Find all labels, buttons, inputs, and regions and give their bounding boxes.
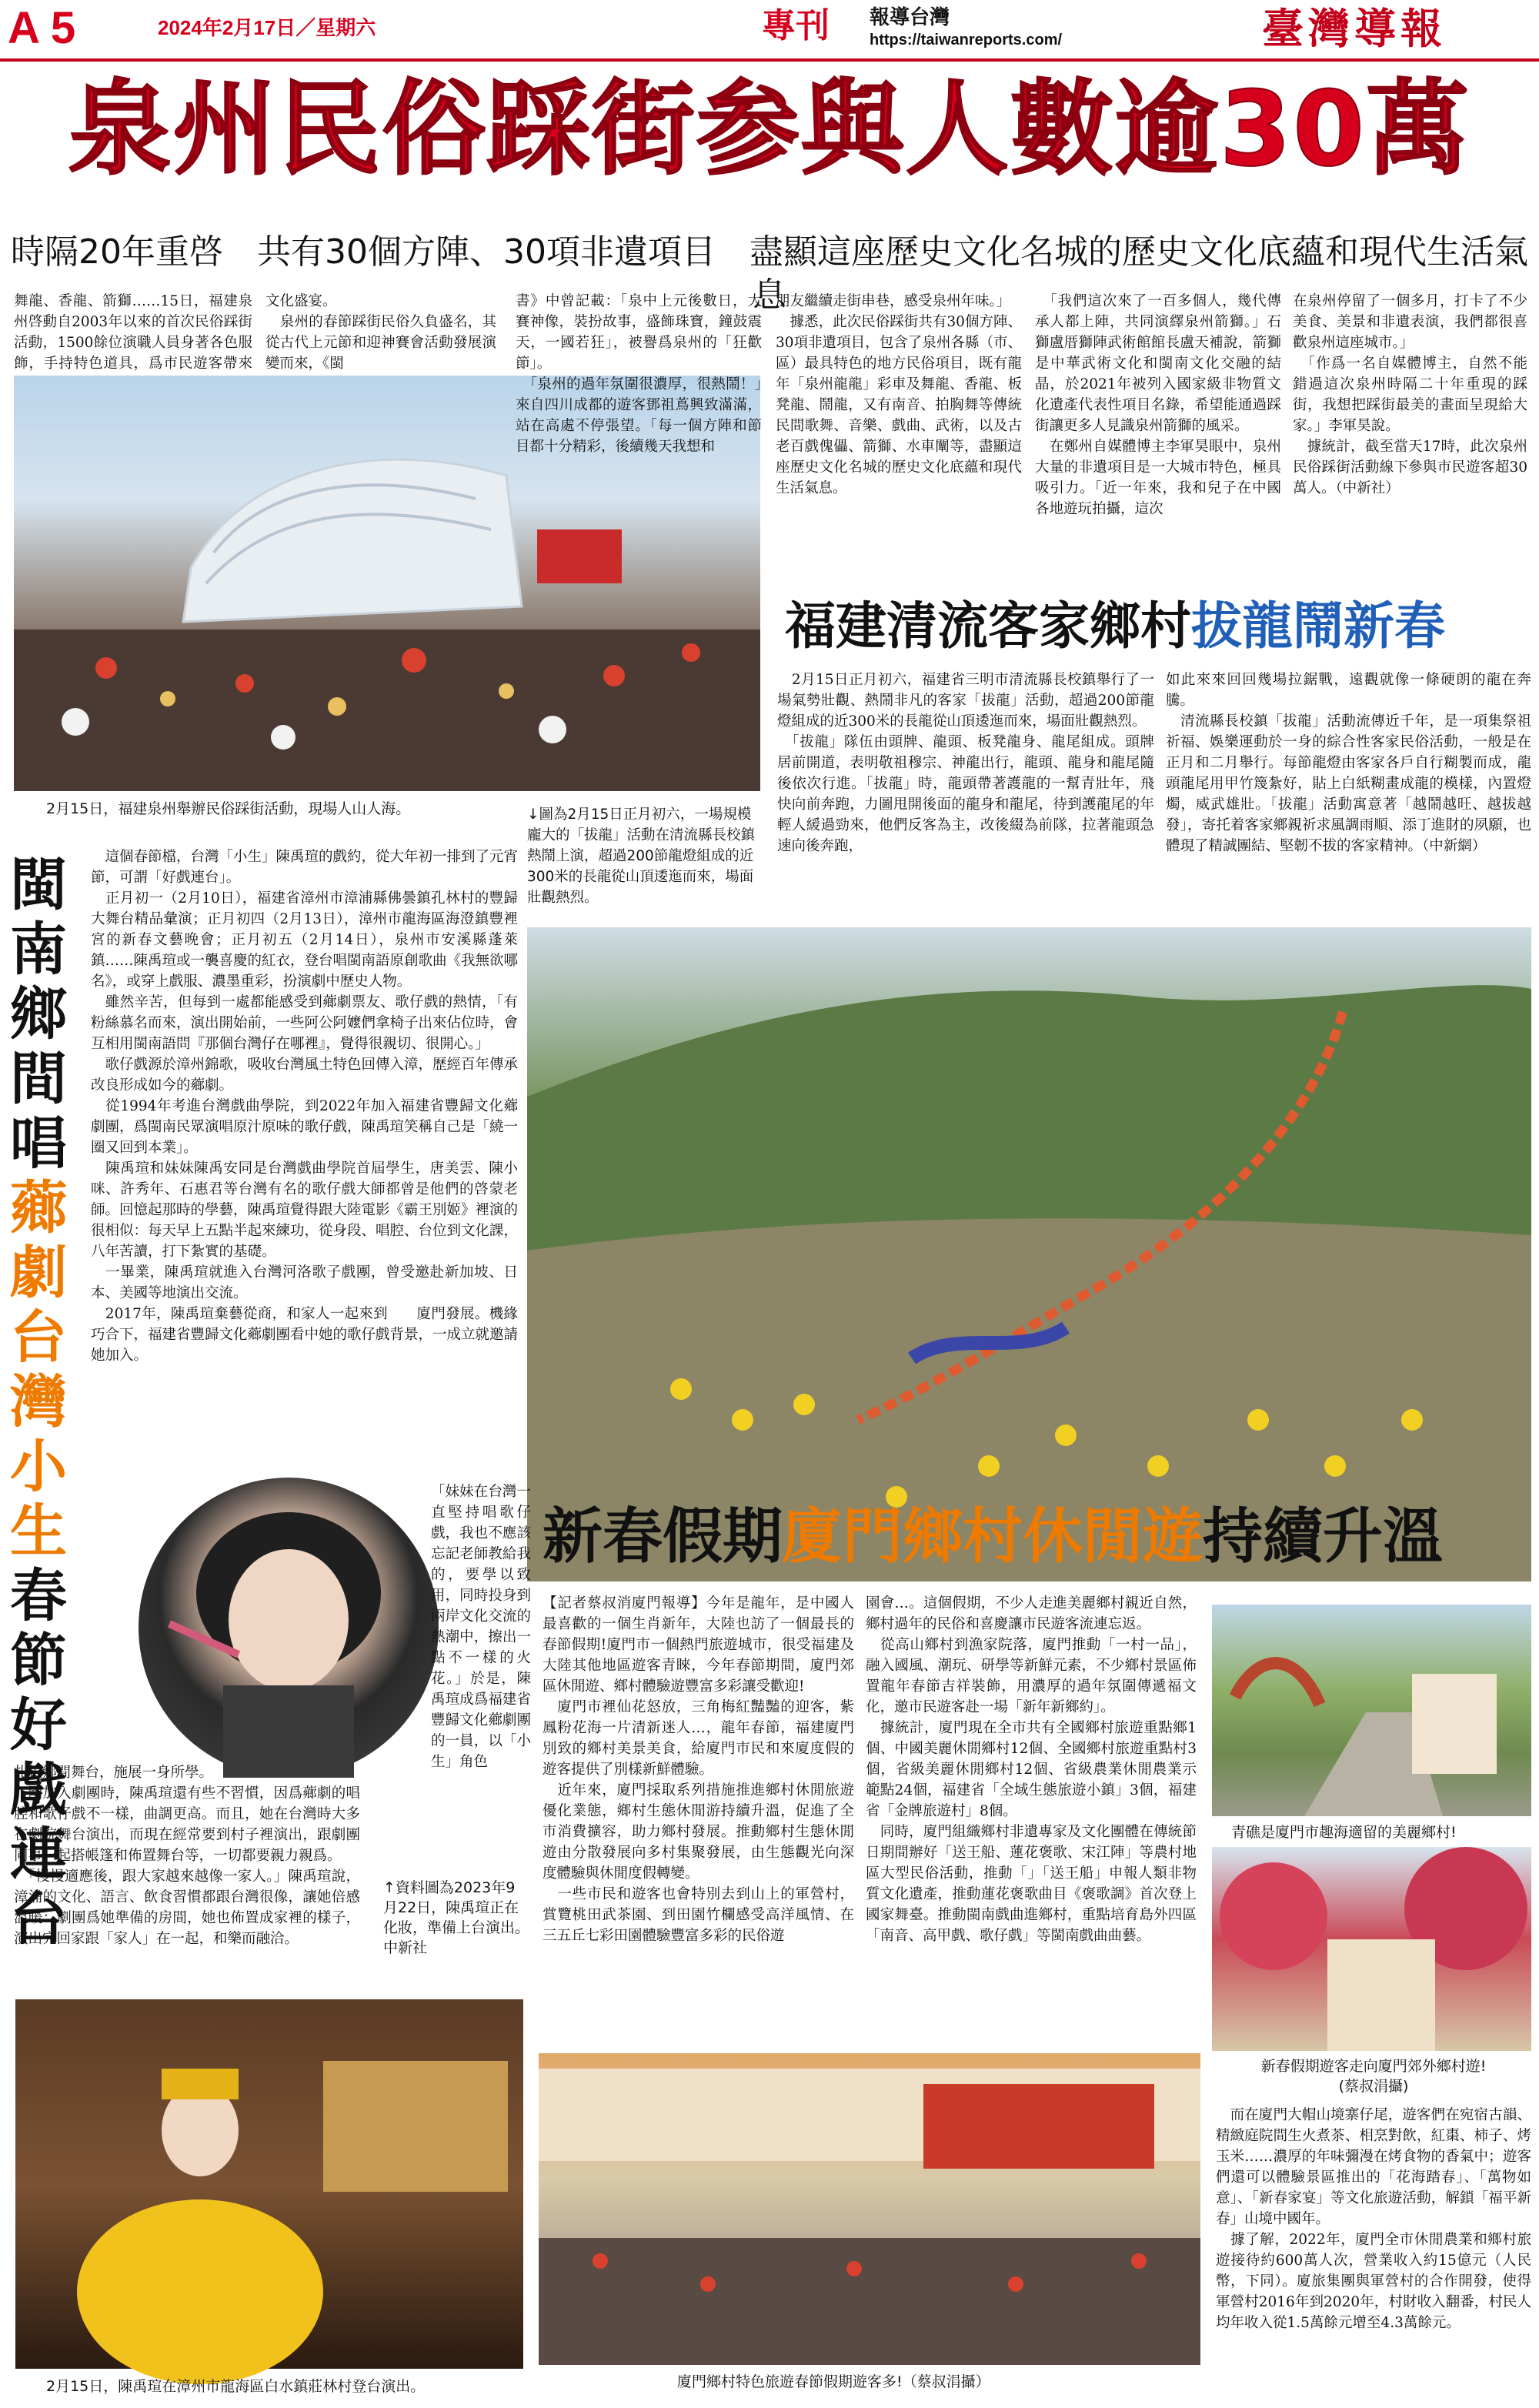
dragon-festival-photo xyxy=(527,927,1531,1581)
village-path-photo xyxy=(1212,1605,1531,1816)
section-name: 專刊 xyxy=(762,5,870,48)
dragon-headline-black: 福建清流客家鄉村 xyxy=(785,596,1191,656)
opera-title-char: 小 xyxy=(10,1434,67,1500)
opera-title-char: 間 xyxy=(10,1046,67,1112)
opera-title-char: 春 xyxy=(10,1563,67,1629)
crowd-village-caption: 廈門鄉村特色旅遊春節假期遊客多!（蔡叔涓攝） xyxy=(677,2373,990,2390)
dragon-headline xyxy=(785,594,1445,659)
flower-village-photo xyxy=(1212,1847,1531,2051)
lead-text-col3: 書》中曾記載：「泉中上元後數日，大賽神像，裝扮故事，盛飾珠寶，鐘鼓震天，一國若狂」，被譽爲泉州的「狂歡節」。 「泉州的過年氛圍很濃厚，很熱鬧！」來自四川成都的遊客鄧祖蔦興致滿滿，站在高處不停張望。「每一個方陣和節目都十分精彩，後續幾天我想和 xyxy=(516,293,762,455)
opera-title-char: 薌 xyxy=(10,1175,67,1241)
xiamen-text-col1: 【記者蔡叔消廈門報導】今年是龍年，是中國人最喜歡的一個生肖新年，大陸也訪了一個最長的春節假期!廈門市一個熱門旅遊城市，很受福建及大陸其他地區遊客青睞，今年春節期間，廈門郊區休閒遊、鄉村體驗遊豐富多彩讓受歡迎! 廈門市裡仙花怒放，三角梅紅豔豔的迎客，紫鳳粉花海一片清新迷人…，龍年春節，福建廈門別致的鄉村美景美食，給廈門市民和來廈度假的遊客提供了別樣新鮮體驗。 近年來，廈門採取系列措施推進鄉村休閒旅遊優化業態，鄉村生態休閒游持續升溫，促進了全市消費擴容，助力鄉村發展。推動鄉村生態休閒遊由分散發展向多村集聚發展，由生態觀光向深度體驗與休閒度假轉變。 一些市民和遊客也會特別去到山上的軍營村，賞覽桃田武茶園、到田園竹欄感受高洋風情、在三五丘七彩田園體驗豐富多彩的民俗遊 xyxy=(542,1595,854,1944)
dragon-text-col1: 2月15日正月初六，福建省三明市清流縣長校鎮舉行了一場氣勢壯觀、熱鬧非凡的客家「拔龍」活動，超過200節龍燈組成的近300米的長龍從山頂逶迤而來，場面壯觀熱烈。 「拔龍」隊伍由頭牌、龍頭、板凳龍身、龍尾組成。頭牌居前開道，表明敬祖穆宗、神龍出行，龍頭、龍身和龍尾隨後依次行進。「拔龍」時，龍頭帶著護龍的一幫青壯年，飛快向前奔跑，力圖甩開後面的龍身和龍尾，待到護龍尾的年輕人緩過勁來，他們反客為主，改後綴為前隊，拉著龍頭急速向後奔跑， xyxy=(777,672,1154,854)
actress-portrait-photo xyxy=(139,1478,439,1778)
opera-title-char: 節 xyxy=(10,1628,67,1694)
opera-title-char: 台 xyxy=(10,1886,67,1952)
opera-text-side: 「妹妹在台灣一直堅持唱歌仔戲，我也不應該忘記老師教給我的，要學以致用，同時投身到兩岸文化交流的熱潮中，擦出一點不一樣的火花。」於是，陳禹瑄成爲福建省豐歸文化薌劇團的一員，以「小生」角色 xyxy=(431,1484,531,1770)
lead-text-col1: 舞龍、香龍、箭獅……15日，福建泉州啓動自2003年以來的首次民俗踩街活動，1500餘位演職人員身著各色服飾，手持特色道具，爲市民遊客帶來 xyxy=(14,293,252,372)
opera-title-char: 南 xyxy=(10,917,67,983)
xiamen-text-col3: 而在廈門大帽山境寨仔尾，遊客們在宛宿古韻、精緻庭院間生火煮茶、相烹對飲，紅棗、柿子、烤玉米……濃厚的年味彌漫在烤食物的香氣中；遊客們還可以體驗景區推出的「花海踏春」、「萬物如意」、「新春家宴」等文化旅遊活動，解鎖「福平新春」山境中國年。 據了解，2022年，廈門全市休閒農業和鄉村旅遊接待約600萬人次，營業收入約15億元（人民幣，下同）。廈旅集團與軍營村的合作開發，使得軍營村2016年到2020年，村財收入翻番，村民人均年收入從1.5萬餘元增至4.3萬餘元。 xyxy=(1216,2107,1531,2331)
page-number: A 5 xyxy=(8,3,76,53)
header-rule xyxy=(0,58,1539,62)
opera-title-char: 連 xyxy=(10,1822,67,1888)
xiamen-headline-part1: 新春假期 xyxy=(542,1502,783,1571)
stage-caption: 2月15日，陳禹瑄在漳州市龍海區白水鎮莊林村登台演出。 xyxy=(46,2378,426,2395)
dragon-text-col2: 如此來來回回幾場拉鋸戰，遠觀就像一條硬朗的龍在奔騰。 清流縣長校鎮「拔龍」活動流傳近千年，是一項集祭祖祈福、娛樂運動於一身的綜合性客家民俗活動，一般是在正月和二月舉行。每節龍燈由客家各戶自行糊製而成，龍頭龍尾用甲竹篾紮好，貼上白紙糊畫成龍的模樣，內置燈燭，威武雄壯。「拔龍」活動寓意著「越鬧越旺、越拔越發」，寄托着客家鄉親祈求風調雨順、添丁進財的夙願，也體現了精誠團結、堅韌不拔的客家精神。（中新網） xyxy=(1166,672,1531,854)
opera-title-char: 劇 xyxy=(10,1240,67,1306)
lead-text-col5: 「我們這次來了一百多個人，幾代傳承人都上陣，共同演繹泉州箭獅。」石獅盧厝獅陣武術館館長盧天補說，箭獅是中華武術文化和閩南文化交融的結晶，於2021年被列入國家級非物質文化遺產代表性項目名錄，希望能通過踩街讓更多人見識泉州箭獅的風采。 在鄭州自媒體博主李軍昊眼中，泉州大量的非遺項目是一大城市特色，極具吸引力。「近一年來，我和兒子在中國各地遊玩拍攝，這次 xyxy=(1035,293,1281,517)
lead-subhead: 時隔20年重啓 共有30個方陣、30項非遺項目 盡顯這座歷史文化名城的歷史文化底蘊和現代生活氣息 xyxy=(11,232,1528,315)
lead-text-col6: 在泉州停留了一個多月，打卡了不少美食、美景和非遺表演，我們都很喜歡泉州這座城市。」 「作爲一名自媒體博主，自然不能錯過這次泉州時隔二十年重現的踩街，我想把踩街最美的畫面呈現給大家。」李軍昊說。 據統計，截至當天17時，此次泉州民俗踩街活動線下參與市民遊客超30萬人。（中新社） xyxy=(1293,293,1527,496)
opera-title-char: 灣 xyxy=(10,1369,67,1435)
lead-text-col2: 文化盛宴。 泉州的春節踩街民俗久負盛名，其從古代上元節和迎神賽會活動發展演變而來，《閩 xyxy=(265,293,496,372)
lead-text-col4: 朋友繼續走街串巷，感受泉州年味。」 據悉，此次民俗踩街共有30個方陣、30項非遺項目，包含了泉州各縣（市、區）最具特色的地方民俗項目，既有龍年「泉州龍龍」彩車及舞龍、香龍、板凳龍、鬧龍，又有南音、拍胸舞等傳統民間歌舞、音樂、戲曲、武術，以及古老百戲傀儡、箭獅、水車闡等，盡顯這座歷史文化名城的歷史文化底蘊和現代生活氣息。 xyxy=(776,293,1022,496)
xiamen-headline xyxy=(542,1502,1444,1571)
opera-title-char: 唱 xyxy=(10,1110,67,1177)
opera-title-char: 好 xyxy=(10,1692,67,1758)
masthead-logo: 臺灣導報 xyxy=(1262,4,1447,53)
xiamen-headline-orange: 廈門鄉村休閒遊 xyxy=(783,1502,1203,1571)
publication-url[interactable]: https://taiwanreports.com/ xyxy=(870,32,1063,48)
dragon-headline-blue: 拔龍鬧新春 xyxy=(1191,596,1445,656)
opera-title-char: 台 xyxy=(10,1304,67,1371)
lead-photo-caption: 2月15日，福建泉州舉辦民俗踩街活動，現場人山人海。 xyxy=(46,800,411,817)
opera-text-top: 這個春節檔，台灣「小生」陳禹瑄的戲約，從大年初一排到了元宵節，可謂「好戲連台」。 正月初一（2月10日），福建省漳州市漳浦縣佛曇鎮孔林村的豐歸大舞台精品彙演；正月初四（2月13日），漳州市龍海區海澄鎮豐裡宮的新春文藝晚會；正月初五（2月14日），泉州市安溪縣蓬萊鎮……陳禹瑄或一襲喜慶的紅衣，登台唱閩南語原創歌曲《我無欲哪名》，或穿上戲服、濃墨重彩，扮演劇中歷史人物。 雖然辛苦，但每到一處都能感受到薌劇票友、歌仔戲的熱情，「有粉絲慕名而來，演出開始前，一些阿公阿嬤們拿椅子出來佔位時，會互相用閩南語問『那個台灣仔在哪裡』，覺得很親切、很開心。」 歌仔戲源於漳州錦歌，吸收台灣風土特色回傳入漳，歷經百年傳承改良形成如今的薌劇。 從1994年考進台灣戲曲學院，到2022年加入福建省豐歸文化薌劇團，爲閩南民眾演唱原汁原味的歌仔戲，陳禹瑄笑稱自己是「繞一圈又回到本業」。 陳禹瑄和妹妹陳禹安同是台灣戲曲學院首屆學生，唐美雲、陳小咪、許秀年、石惠君等台灣有名的歌仔戲大師都曾是他們的啓蒙老師。回憶起那時的學藝，陳禹瑄覺得跟大陸電影《霸王別姬》裡演的很相似：每天早上五點半起來練功，從身段、唱腔、台位到文化課，八年苦讀，打下紮實的基礎。 一畢業，陳禹瑄就進入台灣河洛歌子戲團，曾受邀赴新加坡、日本、美國等地演出交流。 2017年，陳禹瑄棄藝從商，和家人一起來到 廈門發展。機緣巧合下，福建省豐歸文化薌劇團看中她的歌仔戲背景，一成立就邀請她加入。 xyxy=(91,849,519,1364)
dragon-photo-caption: ↓圖為2月15日正月初六，一場規模龐大的「拔龍」活動在清流縣長校鎮熱鬧上演，超過200節龍燈組成的近300米的長龍從山頂逶迤而來，場面壯觀熱烈。 xyxy=(527,807,756,906)
stage-performance-photo xyxy=(15,1999,523,2369)
flower-village-caption: 新春假期遊客走向廈門郊外鄉村遊! (蔡叔涓攝) xyxy=(1260,2058,1487,2095)
portrait-caption: ↑資料圖為2023年9月22日，陳禹瑄正在化妝，準備上台演出。 中新社 xyxy=(383,1879,537,1956)
opera-text-bottom: 扎根鄉間舞台，施展一身所學。 剛加入劇團時，陳禹瑄還有些不習慣，因爲薌劇的唱腔和歌仔戲不一樣，曲調更高。而且，她在台灣時大多在劇院舞台演出，而現在經常要到村子裡演出，跟劇團同事一起搭帳篷和佈置舞台等，一切都要親力親爲。 「慢慢適應後，跟大家越來越像一家人。」陳禹瑄說，漳浦的文化、語言、飲食習慣都跟台灣很像，讓她倍感溫暖：劇團爲她準備的房間，她也佈置成家裡的樣子，演出完回家跟「家人」在一起，和樂而融洽。 xyxy=(14,1765,360,1947)
village-path-caption: 青礁是廈門市趣海適留的美麗鄉村! xyxy=(1231,1824,1457,1841)
lead-headline: 泉州民俗踩街参與人數逾30萬 xyxy=(68,69,1471,189)
xiamen-headline-part2: 持續升溫 xyxy=(1203,1502,1444,1571)
opera-title-char: 生 xyxy=(10,1498,67,1565)
opera-title-char: 鄉 xyxy=(10,981,67,1047)
opera-title-char: 戲 xyxy=(10,1757,67,1823)
opera-title-char: 閩 xyxy=(10,852,67,918)
issue-date: 2024年2月17日／星期六 xyxy=(158,16,376,39)
publication-name: 報導台灣 xyxy=(870,6,950,29)
xiamen-text-col2: 園會…。這個假期，不少人走進美麗鄉村親近自然，鄉村過年的民俗和喜慶讓市民遊客流連忘返。 從高山鄉村到漁家院落，廈門推動「一村一品」，融入國風、潮玩、研學等新鮮元素，不少鄉村景區佈置龍年春節吉祥裝飾，用濃厚的過年氛圍傳遞福文化，邀市民遊客赴一場「新年新鄉約」。 據統計，廈門現在全市共有全國鄉村旅遊重點鄉1個、中國美麗休閒鄉村12個、全國鄉村旅遊重點村3個，省級美麗休閒鄉村12個、省級農業休閒農業示範點24個，福建省「全域生態旅遊小鎮」3個，福建省「金牌旅遊村」8個。 同時，廈門組織鄉村非遺專家及文化團體在傳統節日期間辦好「送王船、蓮花褒歌、宋江陣」等農村地區大型民俗活動，推動「」「送王船」申報人類非物質文化遺產，推動蓮花褒歌曲目《褒歌調》首次登上國家舞臺。推動閩南戲曲進鄉村，重點培育島外四區「南音、高甲戲、歌仔戲」等閩南戲曲曲藝。 xyxy=(866,1595,1197,1944)
crowd-village-photo xyxy=(539,2053,1200,2365)
